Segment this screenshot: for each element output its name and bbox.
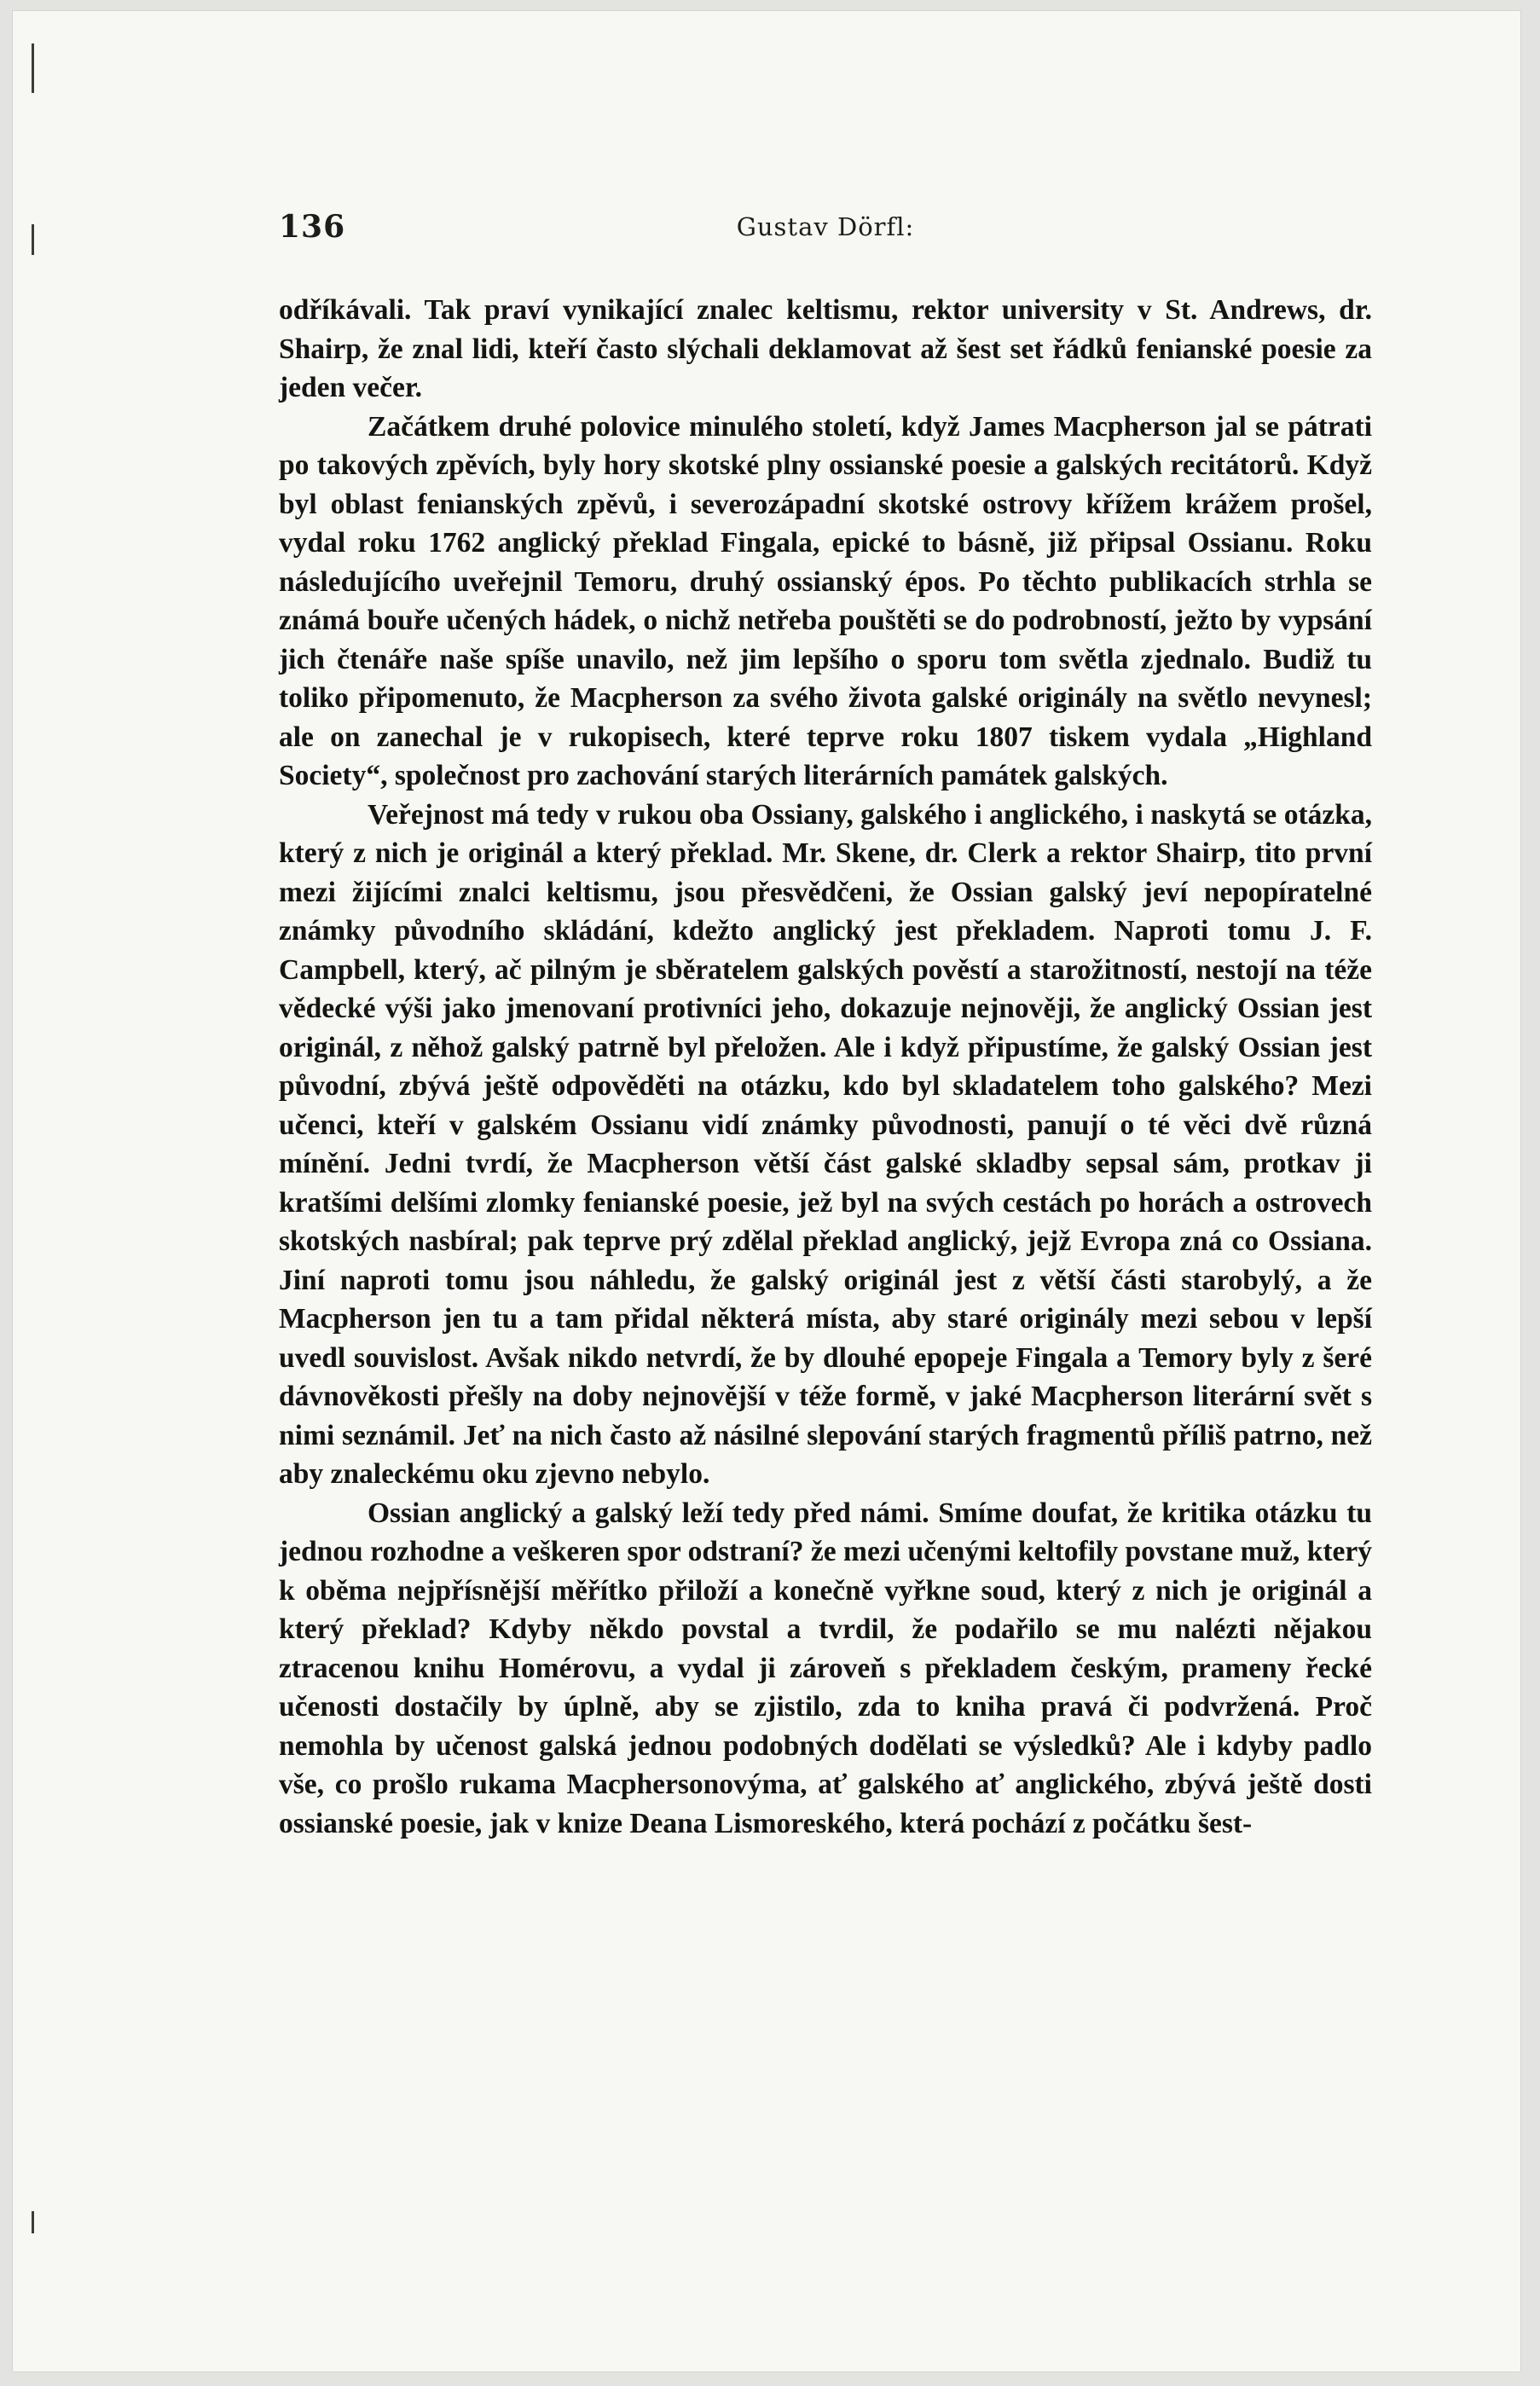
paragraph: Začátkem druhé polovice minulého století, když James Macpherson jal se pátrati po takových zpěvích, byly hory skotské plny ossianské poesie a galských recitátorů. Když byl oblast fenianských zpěvů, i severozápadní skotské ostrovy křížem krážem prošel, vydal roku 1762 anglický překlad Fingala, epické to básně, již připsal Ossianu. Roku následujícího uveřejnil Temoru, druhý ossianský épos. Po těchto publikacích strhla se známá bouře učených hádek, o nichž netřeba pouštěti se do podrobností, ježto by vypsání jich čtenáře naše spíše unavilo, než jim lepšího o sporu tom světla zjednalo. Budiž tu toliko připomenuto, že Macpherson za svého života galské originály na světlo nevynesl; ale on zanechal je v rukopisech, které teprve roku 1807 tiskem vydala „Highland Society“, společnost pro zachování starých literárních památek galských. <box>279 410 1372 791</box>
paragraph: Ossian anglický a galský leží tedy před námi. Smíme doufat, že kritika otázku tu jednou rozhodne a veškeren spor odstraní? že mezi učenými keltofily povstane muž, který k oběma nejpřísnější měřítko přiloží a konečně vyřkne soud, který z nich je originál a který překlad? Kdyby někdo povstal a tvrdil, že podařilo se mu nalézti nějakou ztracenou knihu Homérovu, a vydal ji zároveň s překladem českým, prameny řecké učenosti dostačily by úplně, aby se zjistilo, zda to kniha pravá či podvržená. Proč nemohla by učenost galská jednou podobných dodělati se výsledků? Ale i kdyby padlo vše, co prošlo rukama Macphersonovýma, ať galského ať anglického, zbývá ještě dosti ossianské poesie, jak v knize Deana Lismoreského, která pochází z počátku šest- <box>279 1497 1372 1839</box>
body-text <box>279 291 1372 1843</box>
paragraph: odříkávali. Tak praví vynikající znalec keltismu, rektor university v St. Andrews, dr. Shairp, že znal lidi, kteří často slýchali deklamovat až šest set řádků fenianské poesie za jeden večer. <box>279 294 1372 403</box>
page-number: 136 <box>279 209 346 245</box>
running-head: Gustav Dörfl: <box>736 212 915 241</box>
binding-mark <box>32 43 34 93</box>
book-page <box>12 10 1521 2372</box>
page-header <box>279 209 1372 252</box>
binding-mark <box>32 2211 34 2233</box>
binding-mark <box>32 224 34 255</box>
paragraph: Veřejnost má tedy v rukou oba Ossiany, galského i anglického, i naskytá se otázka, který z nich je originál a který překlad. Mr. Skene, dr. Clerk a rektor Shairp, tito první mezi žijícími znalci keltismu, jsou přesvědčeni, že Ossian galský jeví nepopíratelné známky původního skládání, kdežto anglický jest překladem. Naproti tomu J. F. Campbell, který, ač pilným je sběratelem galských pověstí a starožitností, nestojí na téže vědecké výši jako jmenovaní protivníci jeho, dokazuje nejnověji, že anglický Ossian jest originál, z něhož galský patrně byl přeložen. Ale i když připustíme, že galský Ossian jest původní, zbývá ještě odpověděti na otázku, kdo byl skladatelem toho galského? Mezi učenci, kteří v galském Ossianu vidí známky původnosti, panují o té věci dvě různá mínění. Jedni tvrdí, že Macpherson větší část galské skladby sepsal sám, protkav ji kratšími delšími zlomky fenianské poesie, jež byl na svých cestách po horách a ostrovech skotských nasbíral; pak teprve prý zdělal překlad anglický, jejž Evropa zná co Ossiana. Jiní naproti tomu jsou náhledu, že galský originál jest z větší části starobylý, a že Macpherson jen tu a tam přidal některá místa, aby staré originály mezi sebou v lepší uvedl souvislost. Avšak nikdo netvrdí, že by dlouhé epopeje Fingala a Temory byly z šeré dávnověkosti přešly na doby nejnovější v téže formě, v jaké Macpherson literární svět s nimi seznámil. Jeť na nich často až násilné slepování starých fragmentů příliš patrno, než aby znaleckému oku zjevno nebylo. <box>279 798 1372 1490</box>
